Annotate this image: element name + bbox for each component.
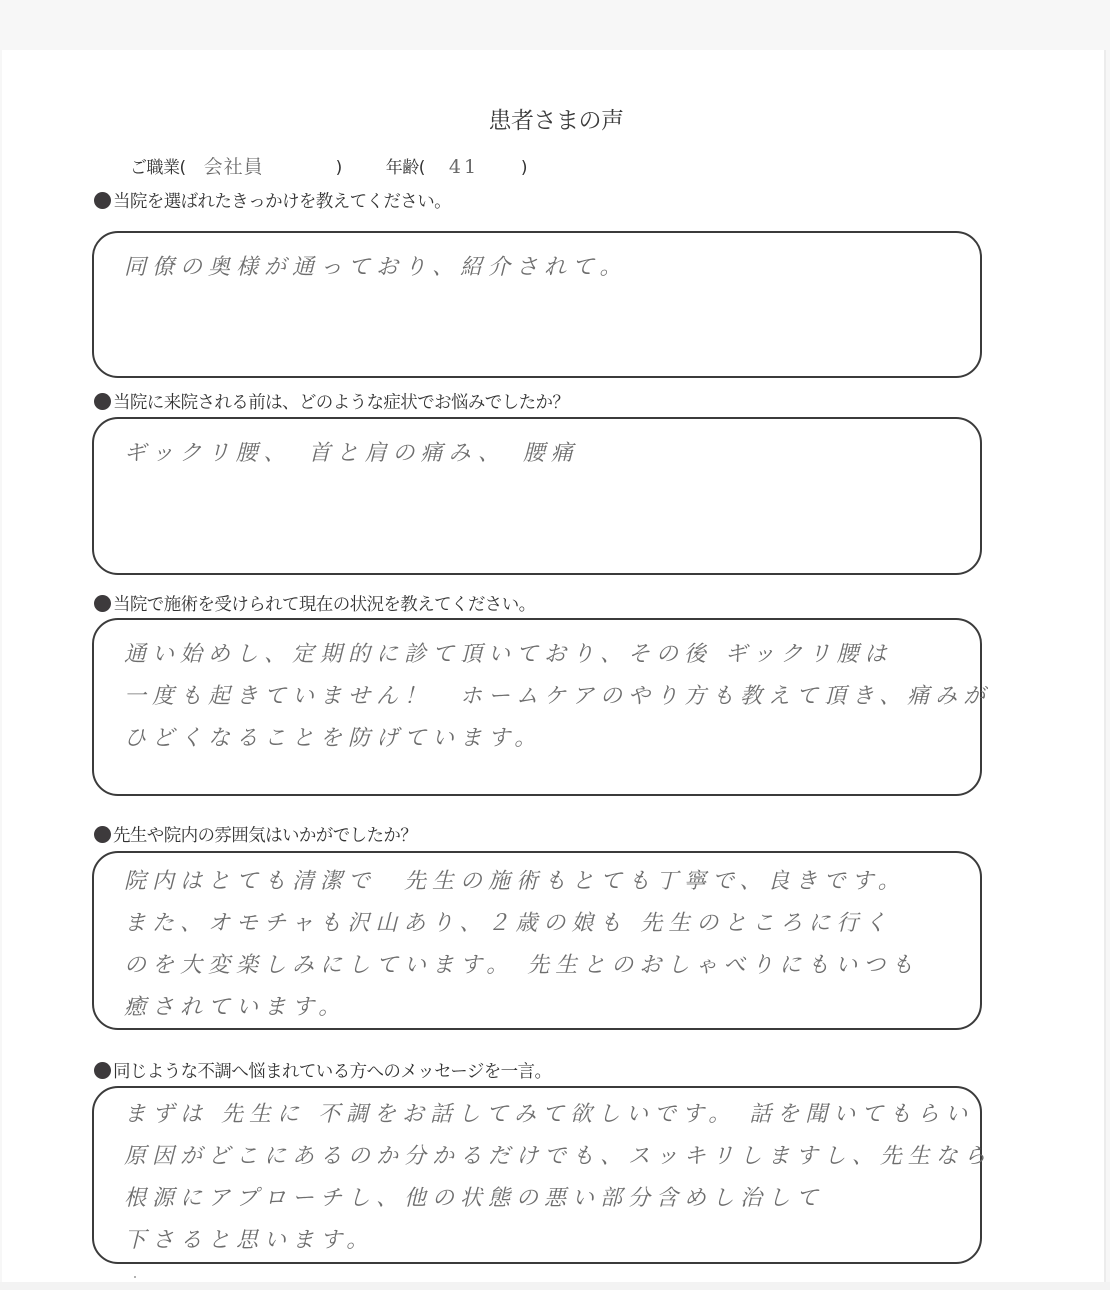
scan-speck — [134, 1276, 136, 1278]
question-text: 当院を選ばれたきっかけを教えてください。 — [113, 192, 451, 212]
answer-line: 癒されています。 — [124, 995, 347, 1020]
answer-line: 院内はとても清潔で 先生の施術もとても丁寧で、良きです。 — [124, 869, 906, 894]
bullet-icon — [94, 192, 111, 209]
age-value: 41 — [448, 156, 480, 178]
bullet-icon — [94, 826, 111, 843]
answer-line: 下さると思います。 — [124, 1228, 375, 1253]
occupation-value: 会社員 — [203, 156, 264, 178]
answer-line: また、オモチャも沢山あり、２歳の娘も 先生のところに行く — [124, 911, 893, 936]
answer-line: ギックリ腰、 首と肩の痛み、 腰痛 — [124, 441, 579, 466]
bullet-icon — [94, 595, 111, 612]
question-text: 当院で施術を受けられて現在の状況を教えてください。 — [113, 595, 536, 615]
question-5-label — [94, 1058, 551, 1083]
answer-line: のを大変楽しみにしています。 先生とのおしゃべりにもいつも — [124, 953, 920, 978]
respondent-info — [130, 152, 527, 179]
answer-line: 同僚の奥様が通っており、紹介されて。 — [124, 255, 628, 280]
question-3-label — [94, 591, 536, 616]
age-close-paren: ) — [520, 158, 528, 178]
answer-line: まずは 先生に 不調をお話してみて欲しいです。 話を聞いてもらい — [124, 1102, 974, 1127]
answer-box-5 — [92, 1086, 992, 1264]
question-4-label — [94, 822, 417, 847]
question-text: 先生や院内の雰囲気はいかがでしたか？ — [113, 826, 418, 846]
answer-box-3 — [92, 618, 992, 796]
question-1-label — [94, 188, 451, 213]
answer-box-4 — [92, 851, 982, 1030]
question-2-label — [94, 389, 569, 414]
answer-line: 一度も起きていません！ ホームケアのやり方も教えて頂き、痛みが — [124, 684, 992, 709]
answer-line: 根源にアプローチし、他の状態の悪い部分含めし治して — [124, 1186, 825, 1211]
answer-line: 原因がどこにあるのか分かるだけでも、スッキリしますし、先生なら — [124, 1144, 992, 1169]
question-text: 当院に来院される前は、どのような症状でお悩みでしたか？ — [113, 393, 570, 413]
answer-box-2 — [92, 417, 982, 575]
answer-box-1 — [92, 231, 982, 378]
bottom-margin — [0, 1282, 1110, 1290]
questionnaire-page — [2, 50, 1106, 1282]
answer-line: 通い始めし、定期的に診て頂いており、その後 ギックリ腰は — [124, 642, 893, 667]
bullet-icon — [94, 393, 111, 410]
age-label: 年齢( — [385, 158, 425, 178]
answer-line: ひどくなることを防げています。 — [124, 726, 543, 751]
occupation-close-paren: ) — [335, 158, 342, 178]
question-text: 同じような不調へ悩まれている方へのメッセージを一言。 — [113, 1062, 552, 1082]
bullet-icon — [94, 1062, 111, 1079]
occupation-label: ご職業( — [130, 158, 186, 178]
page-title: 患者さまの声 — [488, 108, 624, 134]
